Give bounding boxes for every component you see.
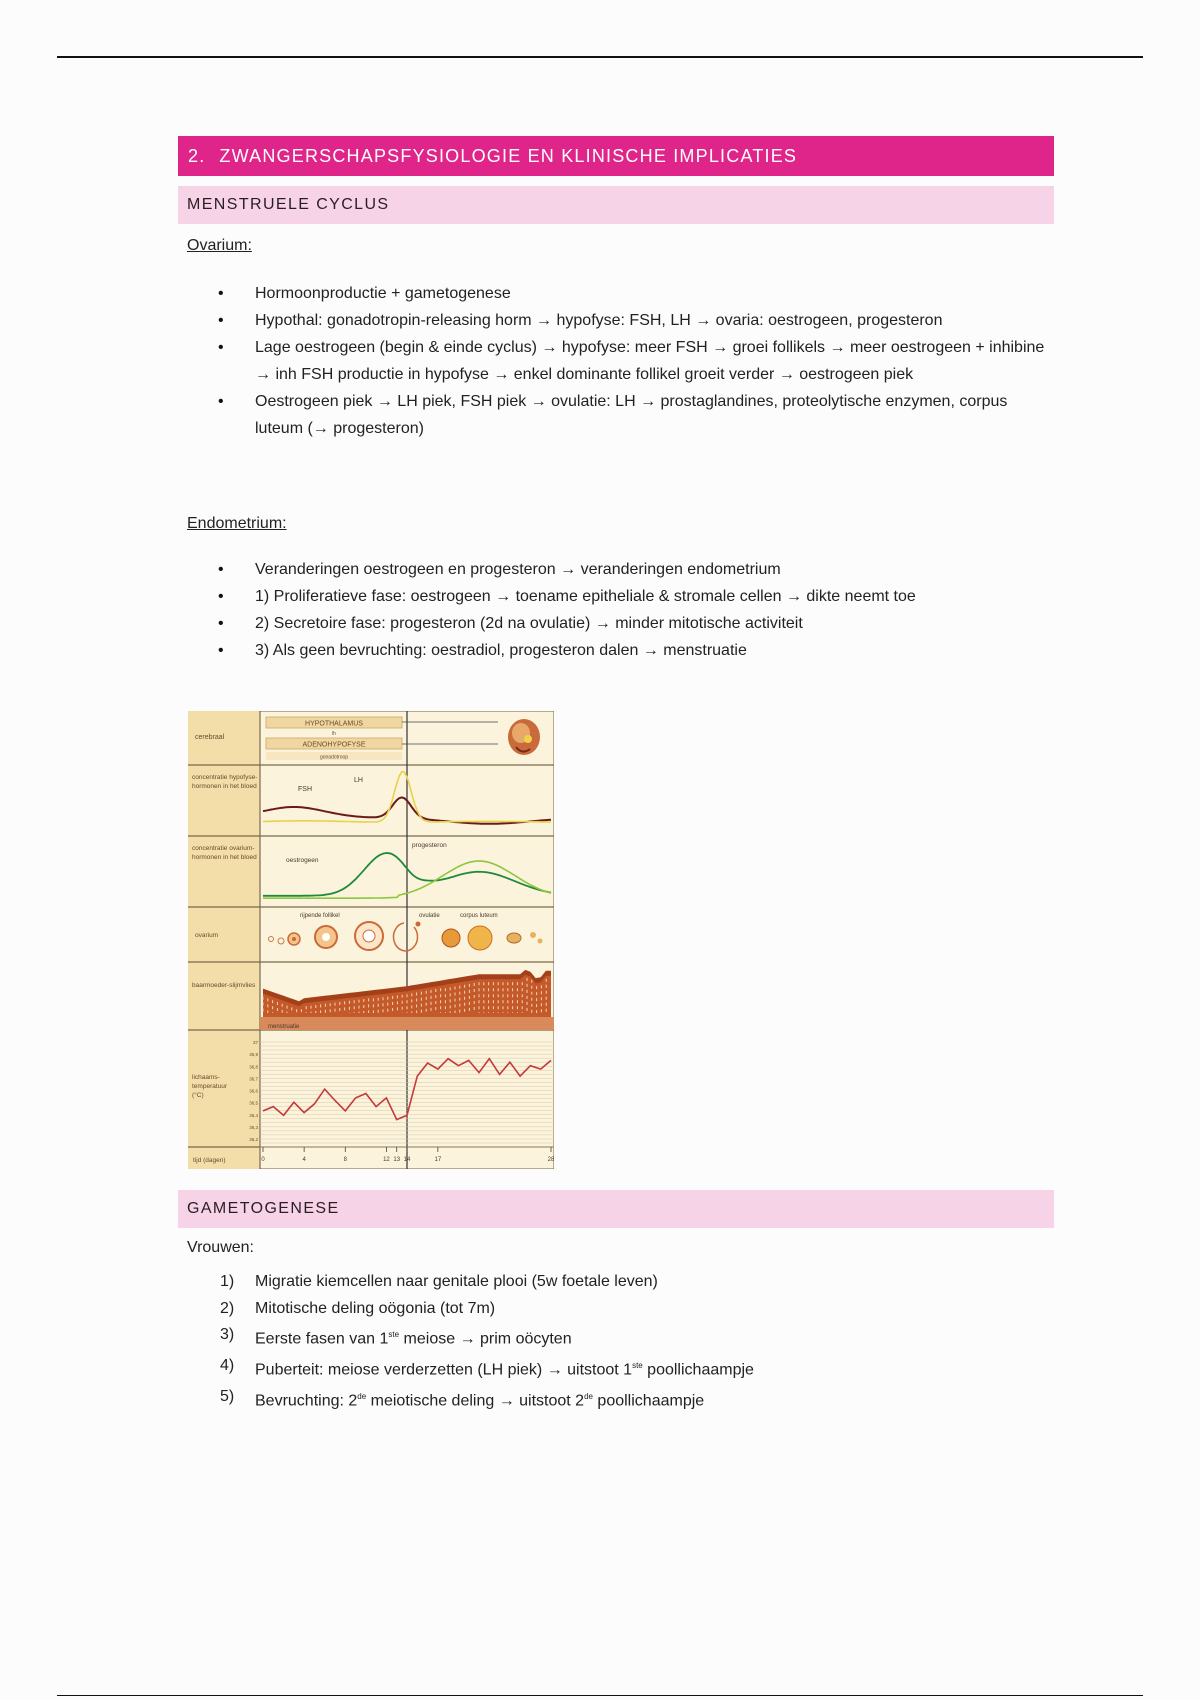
row-label-baarmoeder-fo bbox=[192, 981, 258, 1021]
item-text: poollichaampje bbox=[592, 1391, 705, 1409]
item-sup: de bbox=[584, 1391, 593, 1401]
subheading-endometrium: Endometrium: bbox=[187, 515, 287, 532]
list-item bbox=[178, 1296, 1054, 1323]
subheading-ovarium: Ovarium: bbox=[187, 237, 252, 254]
list-item: • Veranderingen oestrogeen en progesteron → veranderingen endometrium bbox=[178, 556, 1054, 583]
gonadotroop-label: gonadotroop bbox=[319, 754, 349, 761]
hypothalamus-label: HYPOTHALAMUS bbox=[305, 720, 363, 728]
list-item: • 3) Als geen bevruchting: oestradiol, progesteron dalen → menstruatie bbox=[178, 637, 1054, 664]
gametogenese-section bbox=[178, 1190, 1054, 1414]
item-number: 3) bbox=[220, 1326, 235, 1343]
row-label-hypofyse-fo bbox=[192, 773, 258, 833]
list-item: • Lage oestrogeen (begin & einde cyclus) → hypofyse: meer FSH → groei follikels → meer oestrogeen + inhibine → inh FSH productie in hypofyse → enkel dominante follikel groeit verder → oestrogeen piek bbox=[178, 334, 1054, 388]
item-text: Migratie kiemcellen naar genitale plooi (5w foetale leven) bbox=[255, 1273, 658, 1290]
row-label-cerebraal: cerebraal bbox=[195, 734, 225, 741]
temperature-tick-label: 36,6 bbox=[249, 1088, 258, 1094]
item-sup: de bbox=[357, 1391, 367, 1401]
ovarium-list bbox=[178, 280, 1054, 442]
list-item bbox=[178, 1384, 1054, 1415]
time-axis-label: tijd (dagen) bbox=[193, 1157, 226, 1164]
temperature-tick-label: 37 bbox=[252, 1040, 258, 1045]
temperature-tick-label: 36,3 bbox=[249, 1124, 258, 1130]
bottom-rule bbox=[57, 1695, 1143, 1696]
list-item: • Hypothal: gonadotropin-releasing horm → hypofyse: FSH, LH → ovaria: oestrogeen, progesteron bbox=[178, 307, 1054, 334]
chapter-heading bbox=[178, 136, 1054, 176]
time-tick-label: 12 bbox=[383, 1157, 390, 1163]
temperature-tick-label: 36,7 bbox=[249, 1076, 258, 1082]
adenohypofyse-label: ADENOHYPOFYSE bbox=[302, 741, 366, 749]
gametogenese-list bbox=[178, 1269, 1054, 1414]
endometrium-base bbox=[260, 1017, 554, 1030]
item-text: poollichaampje bbox=[642, 1361, 754, 1379]
list-item bbox=[178, 1269, 1054, 1296]
item-number: 5) bbox=[220, 1387, 235, 1405]
row-label-ovarium-hormonen: concentratie ovarium-hormonen in het bloed bbox=[192, 845, 257, 861]
fsh-label: FSH bbox=[298, 786, 312, 793]
chapter-number: 2. bbox=[188, 146, 206, 166]
lh-label: LH bbox=[354, 777, 363, 784]
item-text: Eerste fasen van 1 bbox=[255, 1330, 389, 1348]
section-heading-menstruele-cyclus: MENSTRUELE CYCLUS bbox=[178, 186, 1054, 224]
row-label-hypofyse: concentratie hypofyse-hormonen in het bloed bbox=[192, 774, 258, 790]
temperature-tick-label: 36,2 bbox=[249, 1137, 258, 1142]
item-text: meiotische deling → uitstoot 2 bbox=[366, 1391, 585, 1409]
item-number: 1) bbox=[220, 1273, 235, 1290]
time-tick-label: 0 bbox=[261, 1157, 265, 1163]
row-label-temperatuur-fo bbox=[192, 1073, 234, 1117]
item-number: 2) bbox=[220, 1299, 235, 1317]
item-text: Bevruchting: 2 bbox=[255, 1391, 358, 1409]
oestrogeen-label: oestrogeen bbox=[286, 857, 319, 864]
list-item: • Oestrogeen piek → LH piek, FSH piek → ovulatie: LH → prostaglandines, proteolytische enzymen, corpus luteum (→ progesteron) bbox=[178, 388, 1054, 442]
time-tick-label: 8 bbox=[343, 1157, 347, 1163]
item-text: Puberteit: meiose verderzetten (LH piek) → uitstoot 1 bbox=[255, 1361, 633, 1379]
top-rule bbox=[57, 56, 1143, 58]
list-item bbox=[178, 1322, 1054, 1353]
list-item bbox=[178, 1353, 1054, 1384]
row-label-ovarium: ovarium bbox=[195, 932, 219, 939]
time-tick-label: 17 bbox=[434, 1157, 442, 1163]
brain-icon bbox=[508, 719, 540, 755]
row-label-ovarium-hormonen-fo bbox=[192, 844, 258, 904]
row-label-temperatuur: lichaams-temperatuur (°C) bbox=[192, 1074, 228, 1099]
hypothalamus-sub-label: lh bbox=[332, 731, 336, 737]
cycle-diagram bbox=[188, 711, 554, 1169]
time-tick-label: 14 bbox=[403, 1157, 411, 1163]
temperature-tick-label: 36,9 bbox=[249, 1052, 258, 1058]
list-item: • Hormoonproductie + gametogenese bbox=[178, 280, 1054, 307]
item-sup: ste bbox=[632, 1360, 643, 1370]
chapter-title: ZWANGERSCHAPSFYSIOLOGIE EN KLINISCHE IMPLICATIES bbox=[219, 146, 798, 166]
temperature-tick-label: 36,5 bbox=[249, 1100, 258, 1106]
temperature-tick-label: 36,4 bbox=[249, 1112, 258, 1118]
ovulatie-label: ovulatie bbox=[419, 913, 440, 919]
page-content bbox=[178, 136, 1054, 664]
corpus-luteum-label: corpus luteum bbox=[460, 913, 498, 919]
endometrium-list bbox=[178, 556, 1054, 664]
item-text: Mitotische deling oögonia (tot 7m) bbox=[255, 1299, 496, 1317]
temperature-ticks bbox=[249, 1040, 258, 1142]
menstrual-cycle-figure bbox=[188, 711, 554, 1169]
list-item: • 1) Proliferatieve fase: oestrogeen → toename epitheliale & stromale cellen → dikte neemt toe bbox=[178, 583, 1054, 610]
item-text: meiose → prim oöcyten bbox=[399, 1330, 572, 1348]
time-tick-label: 4 bbox=[302, 1157, 306, 1163]
item-number: 4) bbox=[220, 1356, 235, 1374]
subheading-vrouwen: Vrouwen: bbox=[187, 1239, 254, 1256]
rijpende-follikel-label: rijpende follikel bbox=[300, 913, 340, 919]
item-sup: ste bbox=[388, 1330, 400, 1339]
progesteron-label: progesteron bbox=[412, 842, 447, 849]
menstruatie-label: menstruatie bbox=[268, 1024, 300, 1030]
time-tick-label: 13 bbox=[393, 1157, 401, 1163]
row-label-baarmoeder: baarmoeder-slijmvlies bbox=[192, 982, 256, 989]
section-heading-gametogenese: GAMETOGENESE bbox=[178, 1190, 1054, 1228]
temperature-tick-label: 36,8 bbox=[249, 1064, 258, 1070]
list-item: • 2) Secretoire fase: progesteron (2d na ovulatie) → minder mitotische activiteit bbox=[178, 610, 1054, 637]
time-tick-label: 28 bbox=[547, 1157, 554, 1163]
